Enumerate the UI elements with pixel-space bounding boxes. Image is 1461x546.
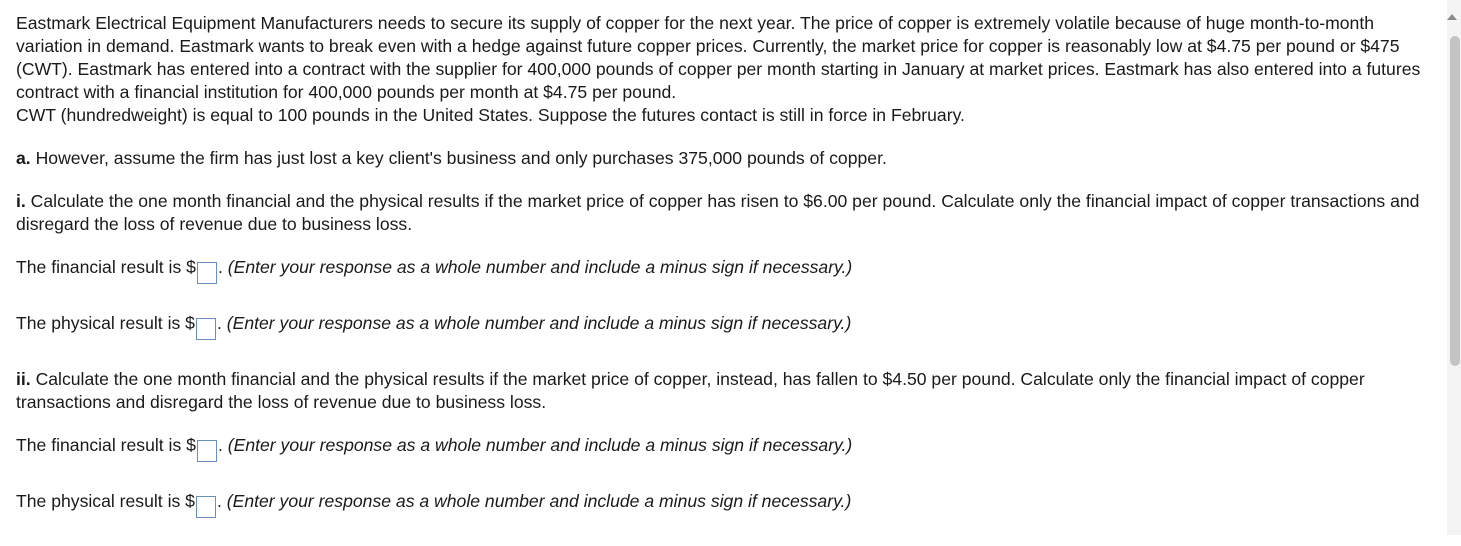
part-ii-physical-prefix: The physical result is $ (16, 491, 195, 511)
part-ii-physical-hint: (Enter your response as a whole number and include a minus sign if necessary.) (226, 491, 852, 511)
part-i-physical-hint: (Enter your response as a whole number and include a minus sign if necessary.) (226, 313, 852, 333)
part-ii-physical-row (16, 490, 1436, 518)
scrollbar-thumb[interactable] (1450, 36, 1460, 366)
part-ii-physical-suffix: . (216, 491, 222, 511)
part-ii-financial-hint: (Enter your response as a whole number and include a minus sign if necessary.) (227, 435, 853, 455)
question-content (16, 12, 1436, 546)
part-ii-financial-suffix: . (217, 435, 223, 455)
part-a-text: However, assume the firm has just lost a key client's business and only purchases 375,000 pounds of copper. (35, 148, 887, 168)
part-ii-financial-input[interactable] (197, 440, 217, 462)
part-ii-label: ii. (16, 369, 31, 389)
vertical-scrollbar[interactable] (1447, 0, 1461, 535)
part-i-label: i. (16, 191, 26, 211)
part-ii-text: Calculate the one month financial and the physical results if the market price of copper, instead, has fallen to $4.50 per pound. Calculate only the financial impact of copper transactions and disregard the loss of revenue due to business loss. (16, 369, 1365, 412)
part-i-paragraph (16, 190, 1436, 236)
part-ii-financial-row (16, 434, 1436, 462)
part-a-label: a. (16, 148, 31, 168)
part-i-physical-input[interactable] (196, 318, 216, 340)
part-i-financial-row (16, 256, 1436, 284)
part-i-financial-input[interactable] (197, 262, 217, 284)
part-i-text: Calculate the one month financial and the physical results if the market price of copper has risen to $6.00 per pound. Calculate only the financial impact of copper transactions and disregard the loss of revenue due to business loss. (16, 191, 1420, 234)
part-i-physical-row (16, 312, 1436, 340)
part-ii-paragraph (16, 368, 1436, 414)
scroll-up-arrow-icon[interactable] (1447, 14, 1457, 20)
part-ii-physical-input[interactable] (196, 496, 216, 518)
part-i-physical-prefix: The physical result is $ (16, 313, 195, 333)
part-i-financial-suffix: . (217, 257, 223, 277)
part-i-financial-hint: (Enter your response as a whole number and include a minus sign if necessary.) (227, 257, 853, 277)
intro-paragraph (16, 12, 1436, 127)
cwt-note: CWT (hundredweight) is equal to 100 pounds in the United States. Suppose the futures contact is still in force in February. (16, 105, 965, 125)
part-i-physical-suffix: . (216, 313, 222, 333)
part-i-financial-prefix: The financial result is $ (16, 257, 196, 277)
part-a-paragraph (16, 147, 1436, 170)
intro-text: Eastmark Electrical Equipment Manufacturers needs to secure its supply of copper for the next year. The price of copper is extremely volatile because of huge month-to-month variation in demand. Eastmark wants to break even with a hedge against future copper prices. Currently, the market price for copper is reasonably low at $4.75 per pound or $475 (CWT). Eastmark has entered into a contract with the supplier for 400,000 pounds of copper per month starting in January at market prices. Eastmark has also entered into a futures contract with a financial institution for 400,000 pounds per month at $4.75 per pound. (16, 13, 1421, 102)
part-ii-financial-prefix: The financial result is $ (16, 435, 196, 455)
